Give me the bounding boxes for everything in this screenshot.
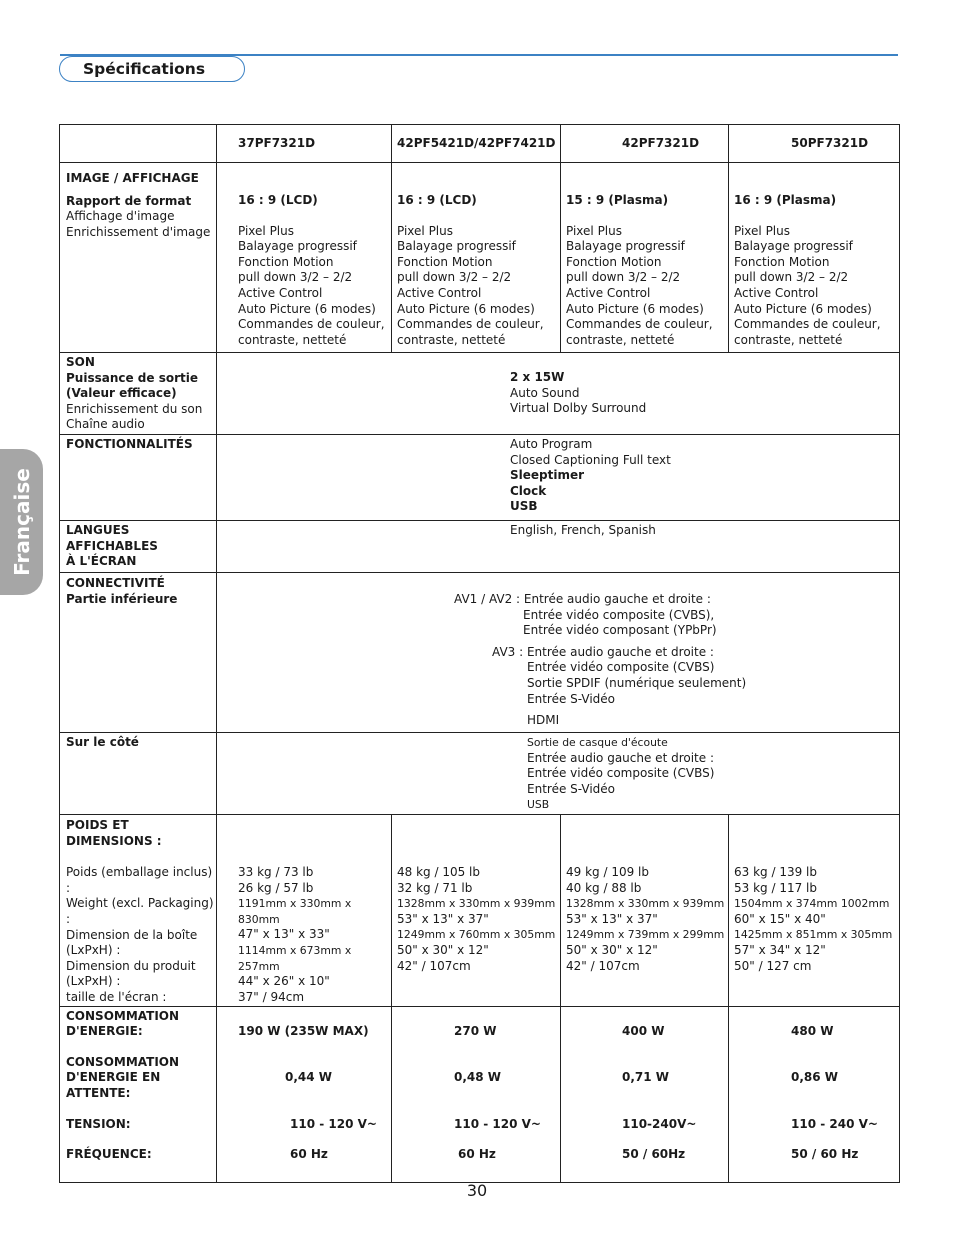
feature-item: Clock <box>510 483 547 498</box>
feature: Pixel Plus <box>734 223 790 238</box>
aspect-ratio: 16 : 9 (LCD) <box>238 193 318 207</box>
image-col-3 <box>561 163 729 353</box>
model-col-3: 42PF7321D <box>561 125 729 163</box>
feature: contraste, netteté <box>397 332 506 347</box>
weight-label: Dimension du produit <box>66 958 196 973</box>
dimension-value: 50" x 30" x 12" <box>566 942 658 957</box>
feature: pull down 3/2 – 2/2 <box>734 270 849 285</box>
weight-dimensions-row <box>60 815 900 1007</box>
feature: Active Control <box>734 285 819 300</box>
voltage-value: 110 - 240 V~ <box>791 1116 878 1131</box>
voltage-value: 110-240V~ <box>622 1116 697 1131</box>
weight-value: 63 kg / 139 lb <box>734 865 817 879</box>
energy-col-1 <box>217 1006 392 1182</box>
image-row <box>60 163 900 353</box>
standby-value: 0,48 W <box>454 1070 502 1085</box>
screen-size-value: 50" / 127 cm <box>734 958 812 973</box>
image-col-4 <box>729 163 900 353</box>
languages-row <box>60 521 900 573</box>
weight-label: Weight (excl. Packaging) : <box>66 896 214 926</box>
voltage-value: 110 - 120 V~ <box>290 1116 377 1131</box>
dimension-value: 50" x 30" x 12" <box>397 942 489 957</box>
dimension-value: 1249mm x 760mm x 305mm <box>397 928 556 942</box>
weight-label: Dimension de la boîte <box>66 927 198 942</box>
feature: Fonction Motion <box>238 254 334 269</box>
side-connectors-label: Sur le côté <box>66 735 139 749</box>
aspect-ratio: 16 : 9 (LCD) <box>397 193 477 207</box>
model-header-row <box>60 125 900 163</box>
screen-size-value: 42" / 107cm <box>397 958 471 973</box>
connector-item: Sortie SPDIF (numérique seulement) <box>527 675 747 690</box>
connector-item: Sortie de casque d'écoute <box>527 736 668 749</box>
languages-value <box>217 521 900 573</box>
energy-label: CONSOMMATION <box>66 1008 180 1023</box>
image-col-2 <box>392 163 561 353</box>
standby-label: D'ENERGIE EN <box>66 1070 161 1085</box>
model-col-2: 42PF5421D/42PF7421D <box>392 125 561 163</box>
feature-item: Sleeptimer <box>510 468 585 483</box>
connector-item: AV3 : Entrée audio gauche et droite : <box>492 644 714 659</box>
sound-feature: Auto Sound <box>510 385 580 400</box>
languages-title: AFFICHABLES <box>66 538 158 553</box>
feature: Active Control <box>566 285 651 300</box>
weight-col-1 <box>217 815 392 1007</box>
energy-row <box>60 1006 900 1182</box>
section-title: Spécifications <box>83 60 206 78</box>
frequency-value: 50 / 60 Hz <box>791 1147 859 1162</box>
sound-label: (Valeur efficace) <box>66 386 177 401</box>
features-title: FONCTIONNALITÉS <box>66 437 193 451</box>
feature: Auto Picture (6 modes) <box>734 301 872 316</box>
feature: Balayage progressif <box>566 239 685 254</box>
feature: Commandes de couleur, <box>566 317 713 332</box>
weight-label: (LxPxH) : <box>66 974 121 989</box>
feature: contraste, netteté <box>734 332 843 347</box>
power-value: 480 W <box>791 1023 834 1038</box>
feature: Auto Picture (6 modes) <box>397 301 535 316</box>
connector-item: Entrée audio gauche et droite : <box>527 750 714 765</box>
energy-col-2 <box>392 1006 561 1182</box>
dimension-value: 53" x 13" x 37" <box>397 911 489 926</box>
feature: Auto Picture (6 modes) <box>566 301 704 316</box>
weight-value: 32 kg / 71 lb <box>397 880 473 895</box>
connectivity-bottom-row <box>60 573 900 733</box>
model-col-1: 37PF7321D <box>217 125 392 163</box>
feature: Balayage progressif <box>734 239 853 254</box>
screen-size-value: 37" / 94cm <box>238 989 305 1004</box>
feature: pull down 3/2 – 2/2 <box>566 270 681 285</box>
dimension-value: 47" x 13" x 33" <box>238 927 330 942</box>
image-title: IMAGE / AFFICHAGE <box>66 171 199 185</box>
voltage-label: TENSION: <box>66 1116 131 1131</box>
feature: Active Control <box>238 285 323 300</box>
frequency-value: 60 Hz <box>290 1147 328 1162</box>
sound-title: SON <box>66 355 95 369</box>
sound-feature: Virtual Dolby Surround <box>510 401 647 416</box>
sound-label: Chaîne audio <box>66 417 145 432</box>
weight-value: 48 kg / 105 lb <box>397 865 480 879</box>
voltage-value: 110 - 120 V~ <box>454 1116 541 1131</box>
dimension-value: 53" x 13" x 37" <box>566 911 658 926</box>
frequency-value: 60 Hz <box>458 1147 496 1162</box>
weight-title: POIDS ET <box>66 818 129 832</box>
connectivity-side-row <box>60 733 900 815</box>
feature: Active Control <box>397 285 482 300</box>
energy-col-4 <box>729 1006 900 1182</box>
frequency-value: 50 / 60Hz <box>622 1147 686 1162</box>
feature: Pixel Plus <box>566 223 622 238</box>
weight-col-3 <box>561 815 729 1007</box>
dimension-value: 60" x 15" x 40" <box>734 911 826 926</box>
connector-item: HDMI <box>527 713 560 728</box>
sound-values <box>217 353 900 435</box>
feature: Commandes de couleur, <box>397 317 544 332</box>
standby-value: 0,71 W <box>622 1070 670 1085</box>
feature: pull down 3/2 – 2/2 <box>238 270 353 285</box>
spec-table <box>59 124 900 1183</box>
page-number: 30 <box>466 1181 488 1200</box>
energy-col-3 <box>561 1006 729 1182</box>
feature-item: USB <box>510 499 538 514</box>
standby-label: CONSOMMATION <box>66 1054 180 1069</box>
weight-title: DIMENSIONS : <box>66 833 162 848</box>
feature: Commandes de couleur, <box>238 317 385 332</box>
screen-size-value: 42" / 107cm <box>566 958 640 973</box>
power-value: 270 W <box>454 1023 497 1038</box>
weight-value: 26 kg / 57 lb <box>238 880 314 895</box>
weight-value: 33 kg / 73 lb <box>238 865 314 879</box>
feature: Commandes de couleur, <box>734 317 881 332</box>
feature-item: Closed Captioning Full text <box>510 452 671 467</box>
feature: contraste, netteté <box>238 332 347 347</box>
dimension-value: 1425mm x 851mm x 305mm <box>734 928 893 942</box>
weight-label: (LxPxH) : <box>66 943 121 958</box>
connector-item: Entrée vidéo composite (CVBS) <box>527 766 715 781</box>
feature-item: Auto Program <box>510 437 593 451</box>
section-header <box>59 56 245 82</box>
connector-item: Entrée S-Vidéo <box>527 781 616 796</box>
aspect-ratio: 15 : 9 (Plasma) <box>566 193 669 207</box>
language-side-tab <box>0 449 43 595</box>
sound-label: Puissance de sortie <box>66 370 199 385</box>
connector-item: Entrée vidéo composite (CVBS) <box>527 660 715 675</box>
languages-list: English, French, Spanish <box>510 523 656 537</box>
connector-item: USB <box>527 798 550 812</box>
features-row <box>60 435 900 521</box>
sound-label: Enrichissement du son <box>66 401 203 416</box>
dimension-value: 44" x 26" x 10" <box>238 974 330 989</box>
feature: contraste, netteté <box>566 332 675 347</box>
feature: Fonction Motion <box>734 254 830 269</box>
connector-item: Entrée S-Vidéo <box>527 691 616 706</box>
language-label: Française <box>9 468 34 576</box>
connectivity-side-values <box>217 733 900 815</box>
feature: Balayage progressif <box>238 239 357 254</box>
weight-value: 53 kg / 117 lb <box>734 880 817 895</box>
connectivity-title: CONNECTIVITÉ <box>66 576 165 590</box>
image-label: Affichage d'image <box>66 209 175 224</box>
feature: Auto Picture (6 modes) <box>238 301 376 316</box>
languages-title: LANGUES <box>66 523 130 537</box>
weight-label: Poids (emballage inclus) : <box>66 865 213 895</box>
image-label: Rapport de format <box>66 193 192 208</box>
weight-col-2 <box>392 815 561 1007</box>
dimension-value: 1191mm x 330mm x 830mm <box>238 897 352 926</box>
dimension-value: 1249mm x 739mm x 299mm <box>566 928 725 942</box>
weight-value: 49 kg / 109 lb <box>566 865 649 879</box>
power-value: 190 W (235W MAX) <box>238 1023 369 1038</box>
image-label: Enrichissement d'image <box>66 224 211 239</box>
model-col-4: 50PF7321D <box>729 125 900 163</box>
feature: Fonction Motion <box>566 254 662 269</box>
standby-value: 0,44 W <box>285 1070 333 1085</box>
standby-label: ATTENTE: <box>66 1085 131 1100</box>
languages-title: À L'ÉCRAN <box>66 554 137 569</box>
weight-label: taille de l'écran : <box>66 989 167 1004</box>
sound-power: 2 x 15W <box>510 370 565 384</box>
dimension-value: 1328mm x 330mm x 939mm <box>566 897 725 911</box>
sound-row <box>60 353 900 435</box>
connector-item: Entrée vidéo composite (CVBS), <box>523 607 715 622</box>
connector-item: AV1 / AV2 : Entrée audio gauche et droite : <box>454 592 711 606</box>
feature: Fonction Motion <box>397 254 493 269</box>
power-value: 400 W <box>622 1023 665 1038</box>
dimension-value: 1114mm x 673mm x 257mm <box>238 943 352 973</box>
weight-value: 40 kg / 88 lb <box>566 880 642 895</box>
image-col-1 <box>217 163 392 353</box>
aspect-ratio: 16 : 9 (Plasma) <box>734 193 837 207</box>
weight-col-4 <box>729 815 900 1007</box>
connectivity-bottom-values <box>217 573 900 733</box>
features-values <box>217 435 900 521</box>
connectivity-subtitle: Partie inférieure <box>66 591 178 606</box>
frequency-label: FRÉQUENCE: <box>66 1147 152 1162</box>
feature: Pixel Plus <box>238 223 294 238</box>
dimension-value: 1504mm x 374mm 1002mm <box>734 897 890 911</box>
feature: Pixel Plus <box>397 223 453 238</box>
connector-item: Entrée vidéo composant (YPbPr) <box>523 623 717 638</box>
feature: pull down 3/2 – 2/2 <box>397 270 512 285</box>
dimension-value: 57" x 34" x 12" <box>734 942 826 957</box>
dimension-value: 1328mm x 330mm x 939mm <box>397 897 556 911</box>
feature: Balayage progressif <box>397 239 516 254</box>
energy-label: D'ENERGIE: <box>66 1024 143 1039</box>
standby-value: 0,86 W <box>791 1070 839 1085</box>
